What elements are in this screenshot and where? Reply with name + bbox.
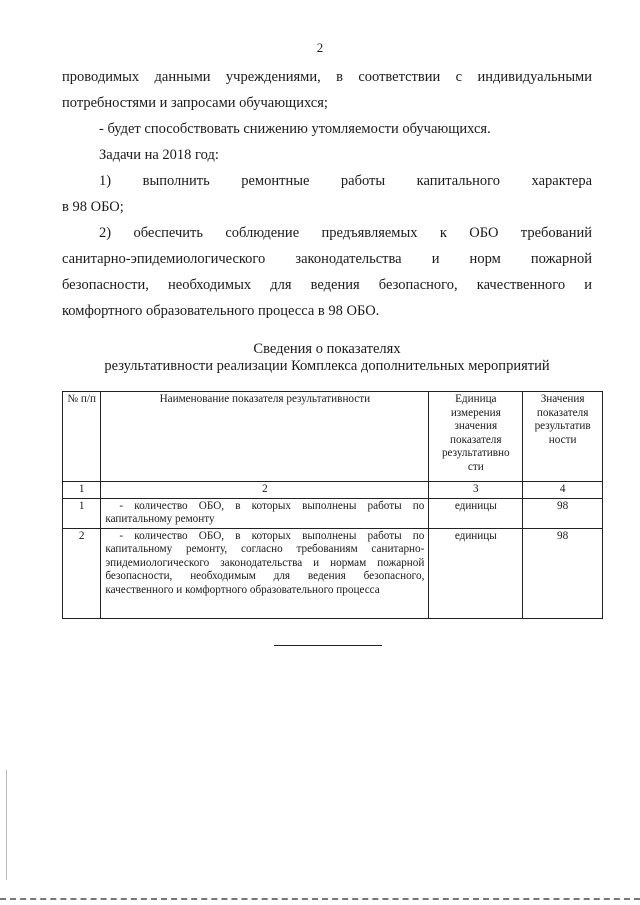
results-table — [62, 391, 603, 619]
header-name: Наименование показателя результативности — [101, 392, 429, 482]
column-number: 1 — [63, 482, 101, 499]
table-title-line-1: Сведения о показателях — [253, 341, 401, 357]
header-unit: Единица измерения значения показателя результативно сти — [429, 392, 523, 482]
column-number-row — [63, 482, 603, 499]
task-2-line-1: 2) обеспечить соблюдение предъявляемых к ОБО требований — [99, 225, 592, 241]
task-1-line-2: в 98 ОБО; — [62, 199, 124, 215]
header-num: № п/п — [63, 392, 101, 482]
row-unit: единицы — [429, 498, 523, 528]
column-number: 2 — [101, 482, 429, 499]
row-name: - количество ОБО, в которых выполнены работы по капитальному ремонту, согласно требованиям санитарно-эпидемиологического законодательства и нормам пожарной безопасности, необходимым для ведения безопасного, качественного и комфортного образовательного процесса — [101, 528, 429, 618]
row-name: - количество ОБО, в которых выполнены работы по капитальному ремонту — [101, 498, 429, 528]
scan-bottom-edge — [0, 898, 640, 900]
task-2-line-3: безопасности, необходимых для ведения безопасного, качественного и — [62, 277, 592, 293]
paragraph-1-line-1: проводимых данными учреждениями, в соответствии с индивидуальными — [62, 69, 592, 85]
row-unit: единицы — [429, 528, 523, 618]
tasks-heading: Задачи на 2018 год: — [99, 147, 219, 163]
table-header-row — [63, 392, 603, 482]
paragraph-1-line-2: потребностями и запросами обучающихся; — [62, 95, 328, 111]
closing-rule — [274, 645, 382, 646]
column-number: 3 — [429, 482, 523, 499]
row-num: 1 — [63, 498, 101, 528]
table-row — [63, 528, 603, 618]
paragraph-2: - будет способствовать снижению утомляемости обучающихся. — [99, 121, 491, 137]
page-number: 2 — [316, 40, 324, 55]
header-value: Значения показателя результатив ности — [523, 392, 603, 482]
scan-edge-mark — [6, 770, 7, 880]
row-value: 98 — [523, 528, 603, 618]
task-2-line-2: санитарно-эпидемиологического законодательства и норм пожарной — [62, 251, 592, 267]
table-row — [63, 498, 603, 528]
table-title-line-2: результативности реализации Комплекса дополнительных мероприятий — [104, 358, 550, 374]
column-number: 4 — [523, 482, 603, 499]
row-value: 98 — [523, 498, 603, 528]
task-1-line-1: 1) выполнить ремонтные работы капитального характера — [99, 173, 592, 189]
task-2-line-4: комфортного образовательного процесса в 98 ОБО. — [62, 303, 380, 319]
row-num: 2 — [63, 528, 101, 618]
